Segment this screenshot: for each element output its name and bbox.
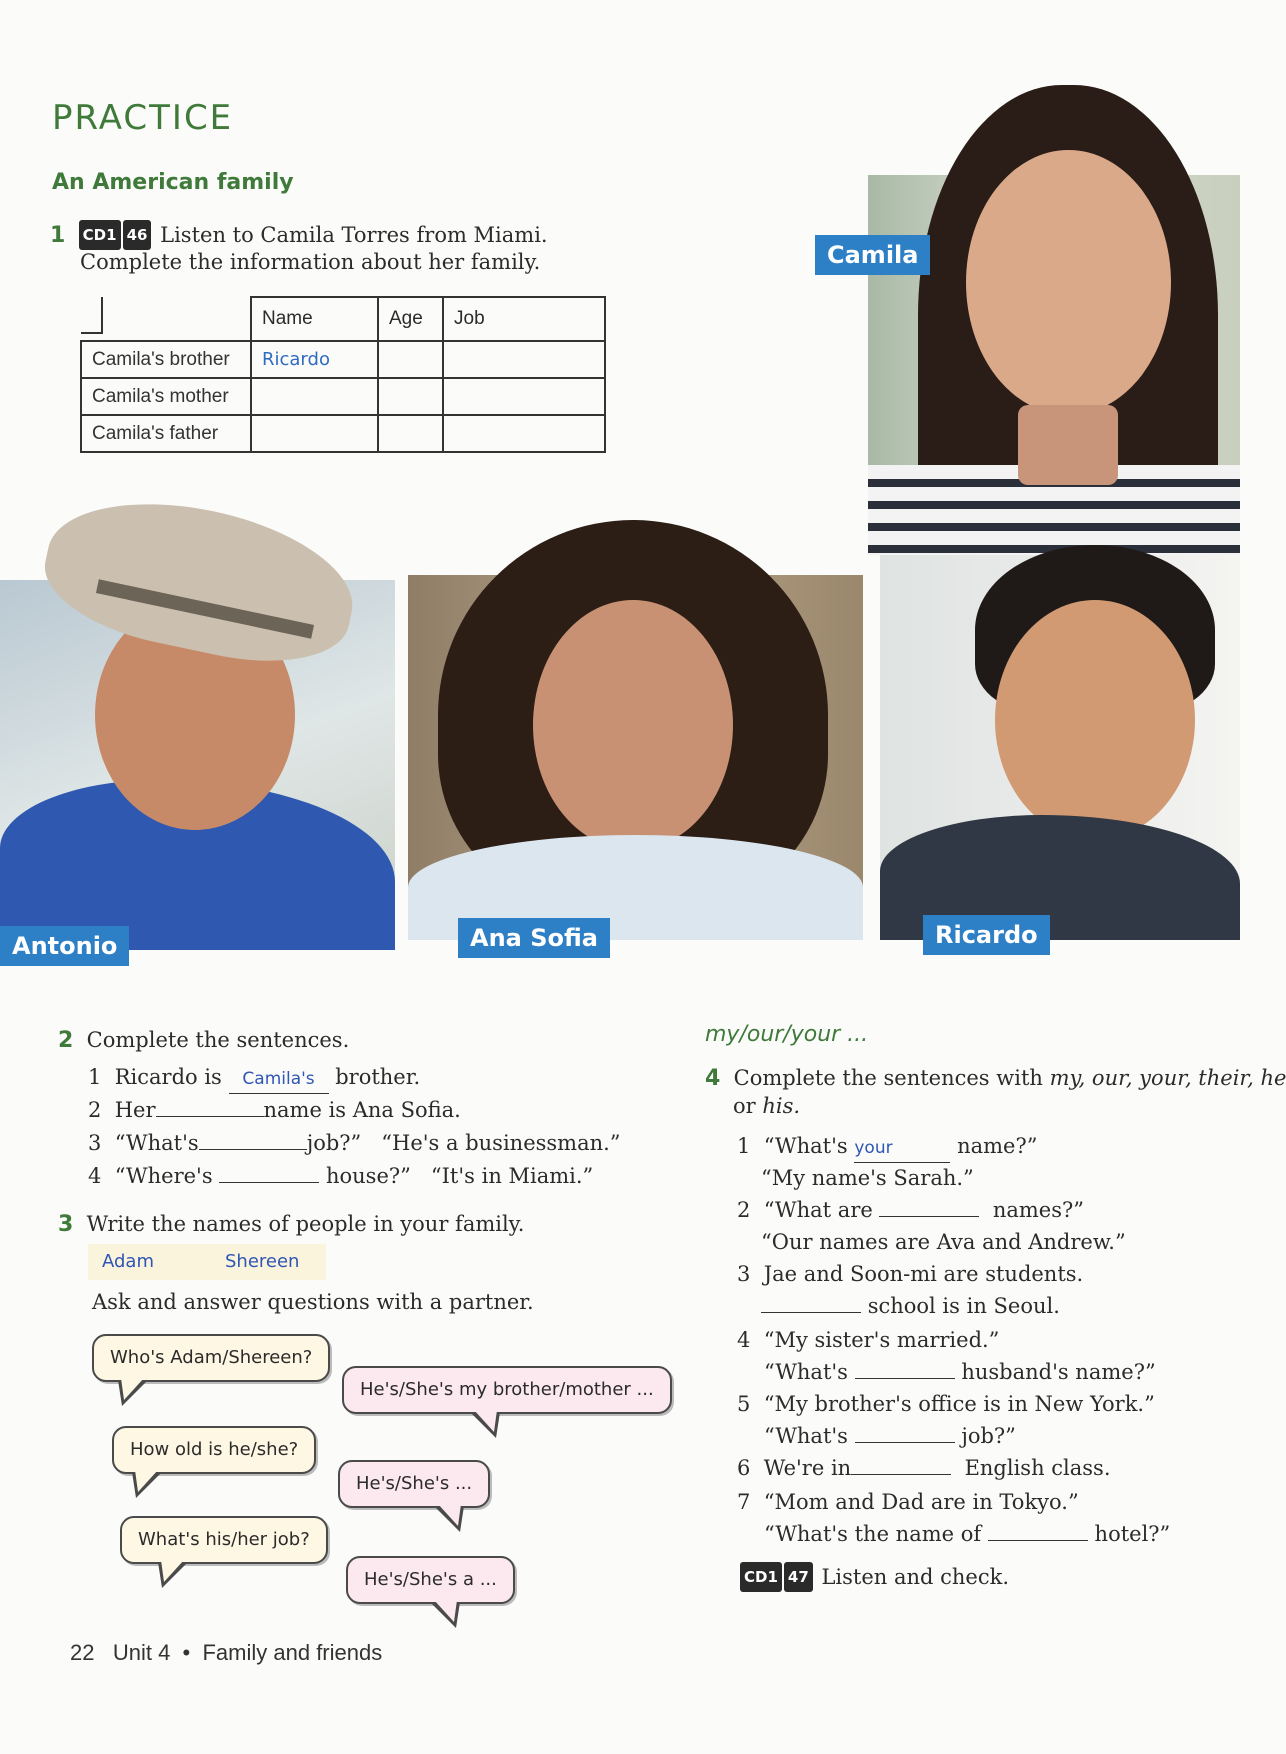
item-text: “What's [114,1131,199,1155]
exercise-2-title [58,1026,349,1055]
item-text: names?” [992,1198,1085,1222]
bubble-tail [135,1470,158,1492]
name-cell[interactable] [251,378,378,415]
answer-blank[interactable]: your [854,1134,950,1163]
answer-blank[interactable] [851,1474,951,1475]
item-number: 7 [737,1490,751,1514]
exercise-4-instruction: Complete the sentences with [733,1066,1050,1090]
answer-blank[interactable] [761,1312,861,1313]
photo-label-antonio: Antonio [0,926,129,966]
item-text: brother. [335,1065,421,1089]
item-number: 3 [737,1262,751,1286]
item-text: job?” “He's a businessman.” [306,1131,621,1155]
section-subheading: An American family [52,170,294,195]
item-text: “What's [763,1134,848,1158]
item-text: hotel?” [1094,1522,1171,1546]
photo-antonio [0,580,395,950]
item-text: Jae and Soon-mi are students. [763,1262,1084,1286]
name-cell[interactable] [251,415,378,452]
camila-neck [1018,405,1118,485]
page-footer [70,1640,382,1666]
section-heading: PRACTICE [52,98,234,138]
bubble-tail [434,1600,457,1622]
table-header: Name [251,297,378,341]
item-text: “My brother's office is in New York.” [763,1392,1155,1416]
photo-ana-sofia [408,575,863,940]
item-text: “My sister's married.” [763,1328,1000,1352]
cd-badge: CD1 [740,1562,782,1592]
table-row [81,378,605,415]
item-text: husband's name?” [961,1360,1156,1384]
item-text: name?” [957,1134,1038,1158]
item-number: 2 [88,1098,102,1122]
speech-bubble-answer-2: He's/She's ... [338,1460,490,1508]
answer-blank[interactable] [855,1378,955,1379]
unit-label: Unit 4 [112,1640,171,1665]
answer-blank[interactable] [879,1216,979,1217]
table-row [81,341,605,378]
exercise-2-instruction: Complete the sentences. [86,1028,350,1052]
item-text: Ricardo is [114,1065,222,1089]
answer-blank[interactable] [199,1149,307,1150]
photo-label-ana-sofia: Ana Sofia [458,918,610,958]
exercise-2-item [88,1063,420,1094]
item-text: name is Ana Sofia. [263,1098,461,1122]
family-info-table [80,296,606,453]
exercise-4-item-line2: “Our names are Ava and Andrew.” [761,1230,1126,1254]
photo-label-camila: Camila [815,235,930,275]
exercise-3-partner-instruction: Ask and answer questions with a partner. [92,1290,534,1314]
footer-bullet: • [182,1640,191,1665]
family-name-2: Shereen [225,1251,300,1272]
name-value: Ricardo [262,348,330,370]
listen-instruction: Listen and check. [821,1565,1010,1589]
item-text: house?” “It's in Miami.” [325,1164,594,1188]
exercise-4-item-line2 [761,1292,1060,1320]
item-number: 1 [737,1134,751,1158]
answer-blank[interactable] [988,1540,1088,1541]
item-text: school is in Seoul. [867,1294,1060,1318]
exercise-3-title [58,1210,524,1239]
age-cell[interactable] [378,378,443,415]
row-label: Camila's mother [81,378,251,415]
page-number: 22 [70,1640,95,1665]
item-text: job?” [961,1424,1016,1448]
job-cell[interactable] [443,378,605,415]
ricardo-face [995,600,1195,840]
exercise-4-title-line2 [733,1092,800,1120]
age-cell[interactable] [378,415,443,452]
antonio-hat [34,479,366,680]
table-row [81,415,605,452]
exercise-2-item [88,1129,621,1157]
track-badge: 46 [123,220,152,250]
job-cell[interactable] [443,341,605,378]
item-number: 1 [88,1065,102,1089]
exercise-number: 3 [58,1212,74,1237]
exercise-number: 2 [58,1028,74,1053]
item-number: 2 [737,1198,751,1222]
item-number: 5 [737,1392,751,1416]
bubble-tail [474,1410,497,1432]
exercise-4-item [737,1326,999,1354]
item-text: “What are [763,1198,873,1222]
exercise-4-item [737,1454,1111,1482]
exercise-4-words: my, our, your, their, he [1049,1066,1286,1090]
exercise-4-item-line2 [764,1520,1170,1548]
item-number: 6 [737,1456,751,1480]
answer-blank[interactable] [219,1182,319,1183]
family-name-1: Adam [102,1251,154,1272]
speech-bubble-answer-3: He's/She's a ... [346,1556,515,1604]
item-text: “Mom and Dad are in Tokyo.” [763,1490,1079,1514]
exercise-number: 4 [705,1066,721,1091]
exercise-4-item-line2 [764,1422,1016,1450]
cd-badge: CD1 [79,220,121,250]
table-header: Age [378,297,443,341]
family-names-box[interactable] [88,1244,326,1280]
bubble-tail [438,1504,461,1526]
photo-camila [868,175,1240,553]
row-label: Camila's father [81,415,251,452]
section-title-possessives: my/our/your ... [705,1022,869,1047]
item-text: Her [114,1098,156,1122]
item-number: 4 [737,1328,751,1352]
listen-and-check [740,1562,1009,1592]
ana-sofia-face [533,600,733,850]
item-text: English class. [964,1456,1111,1480]
unit-title: Family and friends [202,1640,383,1665]
answer-blank[interactable] [156,1116,264,1117]
age-cell[interactable] [378,341,443,378]
table-header: Job [443,297,605,341]
exercise-1-line2: Complete the information about her family. [80,250,541,274]
exercise-2-item [88,1096,461,1124]
item-text: “What's [764,1424,848,1448]
exercise-4-item-line2: “My name's Sarah.” [761,1166,974,1190]
bubble-tail [161,1560,184,1582]
speech-bubble-question-3: What's his/her job? [120,1516,328,1564]
exercise-4-item [737,1390,1155,1418]
exercise-1-instruction: Listen to Camila Torres from Miami. [160,223,548,247]
speech-bubble-answer-1: He's/She's my brother/mother ... [342,1366,672,1414]
exercise-2-item [88,1162,593,1190]
item-text: “What's the name of [764,1522,982,1546]
answer-blank[interactable]: Camila's [229,1065,329,1094]
exercise-4-item [737,1260,1083,1288]
exercise-1-line1 [50,220,548,250]
job-cell[interactable] [443,415,605,452]
exercise-4-item [737,1132,1037,1163]
item-text: “What's [764,1360,848,1384]
table-header-row [81,297,605,341]
exercise-number: 1 [50,223,66,248]
camila-face [966,150,1171,415]
speech-bubble-question-1: Who's Adam/Shereen? [92,1334,330,1382]
exercise-4-item [737,1488,1079,1516]
exercise-4-item-line2 [764,1358,1156,1386]
exercise-4-words: his. [762,1094,801,1118]
exercise-4-instruction: or [733,1094,763,1118]
photo-ricardo [880,555,1240,940]
item-number: 4 [88,1164,102,1188]
row-label: Camila's brother [81,341,251,378]
item-text: “Where's [114,1164,213,1188]
bubble-tail [121,1378,144,1400]
exercise-4-item [737,1196,1084,1224]
exercise-4-title [705,1064,1286,1093]
track-badge: 47 [784,1562,813,1592]
speech-bubble-question-2: How old is he/she? [112,1426,316,1474]
item-text: We're in [763,1456,852,1480]
item-number: 3 [88,1131,102,1155]
answer-blank[interactable] [855,1442,955,1443]
exercise-3-instruction: Write the names of people in your family. [86,1212,525,1236]
name-cell[interactable] [251,341,378,378]
photo-label-ricardo: Ricardo [923,915,1050,955]
